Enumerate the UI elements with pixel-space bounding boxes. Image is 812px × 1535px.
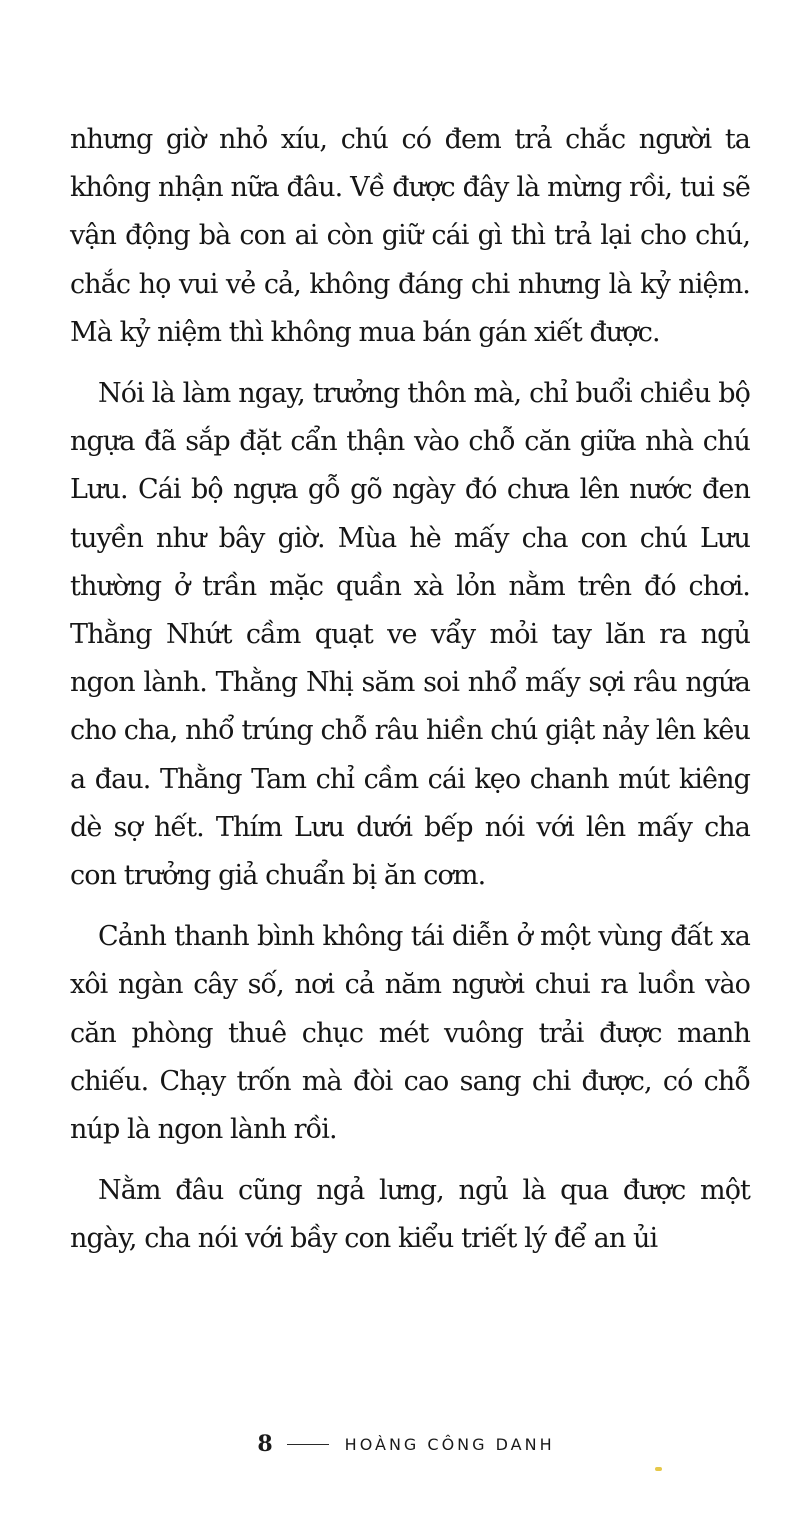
body-text — [70, 116, 750, 1277]
paragraph-3: Cảnh thanh bình không tái diễn ở một vùng đất xa xôi ngàn cây số, nơi cả năm người chui ra luồn vào căn phòng thuê chục mét vuông trải được manh chiếu. Chạy trốn mà đòi cao sang chi được, có chỗ núp là ngon lành rồi. — [70, 921, 750, 1146]
page-number: 8 — [257, 1431, 273, 1457]
footer-divider — [287, 1444, 329, 1445]
page-footer — [0, 1426, 812, 1462]
author-name: HOÀNG CÔNG DANH — [344, 1434, 555, 1454]
paragraph-4: Nằm đâu cũng ngả lưng, ngủ là qua được một ngày, cha nói với bầy con kiểu triết lý để an ủi — [70, 1175, 750, 1255]
print-speck — [655, 1467, 662, 1471]
paragraph-1: nhưng giờ nhỏ xíu, chú có đem trả chắc người ta không nhận nữa đâu. Về được đây là mừng rồi, tui sẽ vận động bà con ai còn giữ cái gì thì trả lại cho chú, chắc họ vui vẻ cả, không đáng chi nhưng là kỷ niệm. Mà kỷ niệm thì không mua bán gán xiết được. — [70, 124, 750, 348]
paragraph-2: Nói là làm ngay, trưởng thôn mà, chỉ buổi chiều bộ ngựa đã sắp đặt cẩn thận vào chỗ căn giữa nhà chú Lưu. Cái bộ ngựa gỗ gõ ngày đó chưa lên nước đen tuyền như bây giờ. Mùa hè mấy cha con chú Lưu thường ở trần mặc quần xà lỏn nằm trên đó chơi. Thằng Nhứt cầm quạt ve vẩy mỏi tay lăn ra ngủ ngon lành. Thằng Nhị săm soi nhổ mấy sợi râu ngứa cho cha, nhổ trúng chỗ râu hiền chú giật nảy lên kêu a đau. Thằng Tam chỉ cầm cái kẹo chanh mút kiêng dè sợ hết. Thím Lưu dưới bếp nói với lên mấy cha con trưởng giả chuẩn bị ăn cơm. — [70, 378, 750, 892]
